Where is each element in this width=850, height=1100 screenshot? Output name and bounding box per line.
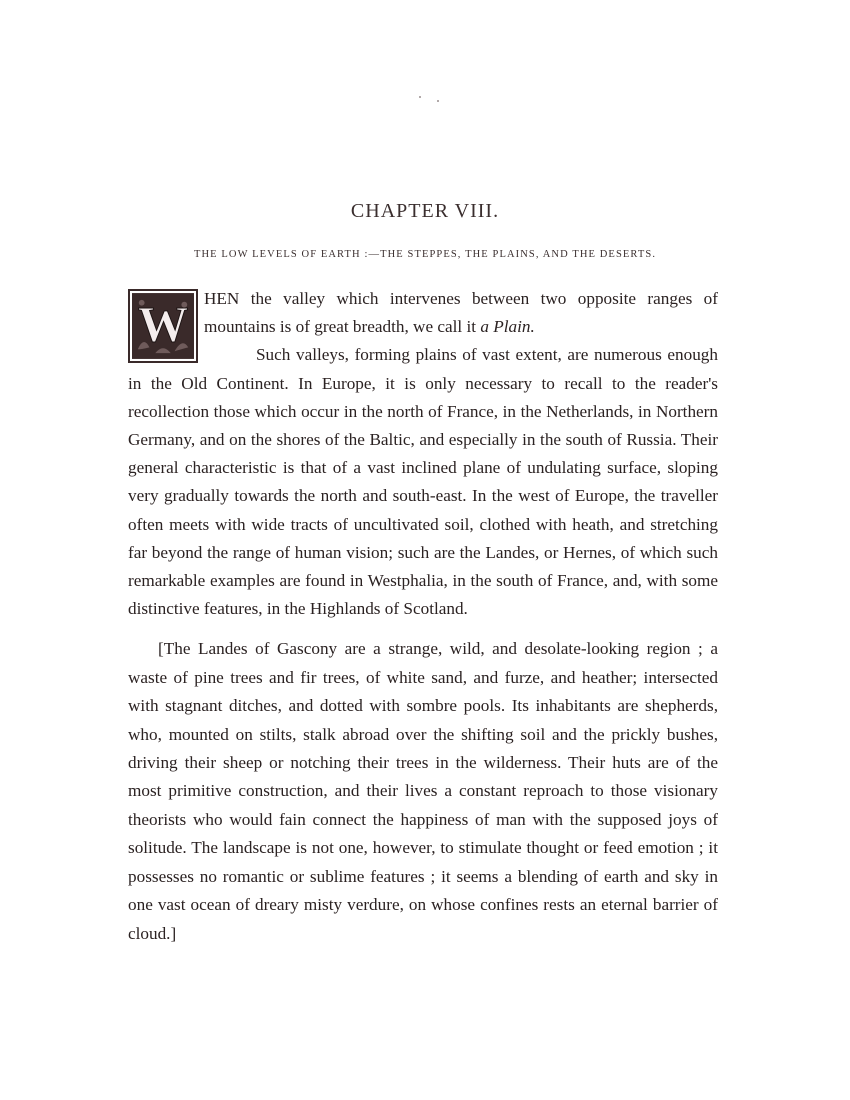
paragraph-1	[128, 285, 718, 623]
body-text	[128, 285, 718, 948]
paragraph-1-rest: Such valleys, forming plains of vast extent, are numerous enough in the Old Continent. In Europe, it is only necessary to recall to the reader's recollection those which occur in the north of France, in the Netherlands, in Northern Germany, and on the shores of the Baltic, and especially in the south of Russia. Their general characteristic is that of a vast inclined plane of undulating surface, sloping very gradually towards the north and south-east. In the west of Europe, the traveller often meets with wide tracts of uncultivated soil, clothed with heath, and stretching far beyond the range of human vision; such are the Landes, or Hernes, of which such remarkable examples are found in Westphalia, in the south of France, and, with some distinctive features, in the Highlands of Scotland.	[128, 345, 718, 619]
paragraph-1-lead: HEN the valley which intervenes between two opposite ranges of mountains is of great breadth, we call it	[204, 289, 718, 337]
chapter-subtitle: THE LOW LEVELS OF EARTH :—THE STEPPES, THE PLAINS, AND THE DESERTS.	[193, 249, 657, 260]
chapter-title: CHAPTER VIII.	[350, 200, 500, 222]
page-speck	[419, 96, 421, 98]
dropcap-ornament	[132, 293, 194, 359]
dropcap-letter: W	[137, 296, 189, 353]
dropcap-w-icon	[128, 289, 198, 363]
paragraph-2: [The Landes of Gascony are a strange, wild, and desolate-looking region ; a waste of pine trees and fir trees, of white sand, and furze, and heather; intersected with stagnant ditches, and dotted with sombre pools. Its inhabitants are shepherds, who, mounted on stilts, stalk abroad over the shifting soil and the prickly bushes, driving their sheep or notching their trees in the wilderness. Their huts are of the most primitive construction, and their lives a constant reproach to those visionary theorists who would fain connect the happiness of man with the supposed joys of solitude. The landscape is not one, however, to stimulate thought or feed emotion ; it possesses no romantic or sublime features ; it seems a blending of earth and sky in one vast ocean of dreary misty verdure, on whose confines rests an eternal barrier of cloud.]	[128, 639, 718, 943]
page-speck	[437, 100, 439, 102]
paragraph-1-emphasis: a Plain.	[480, 317, 535, 337]
